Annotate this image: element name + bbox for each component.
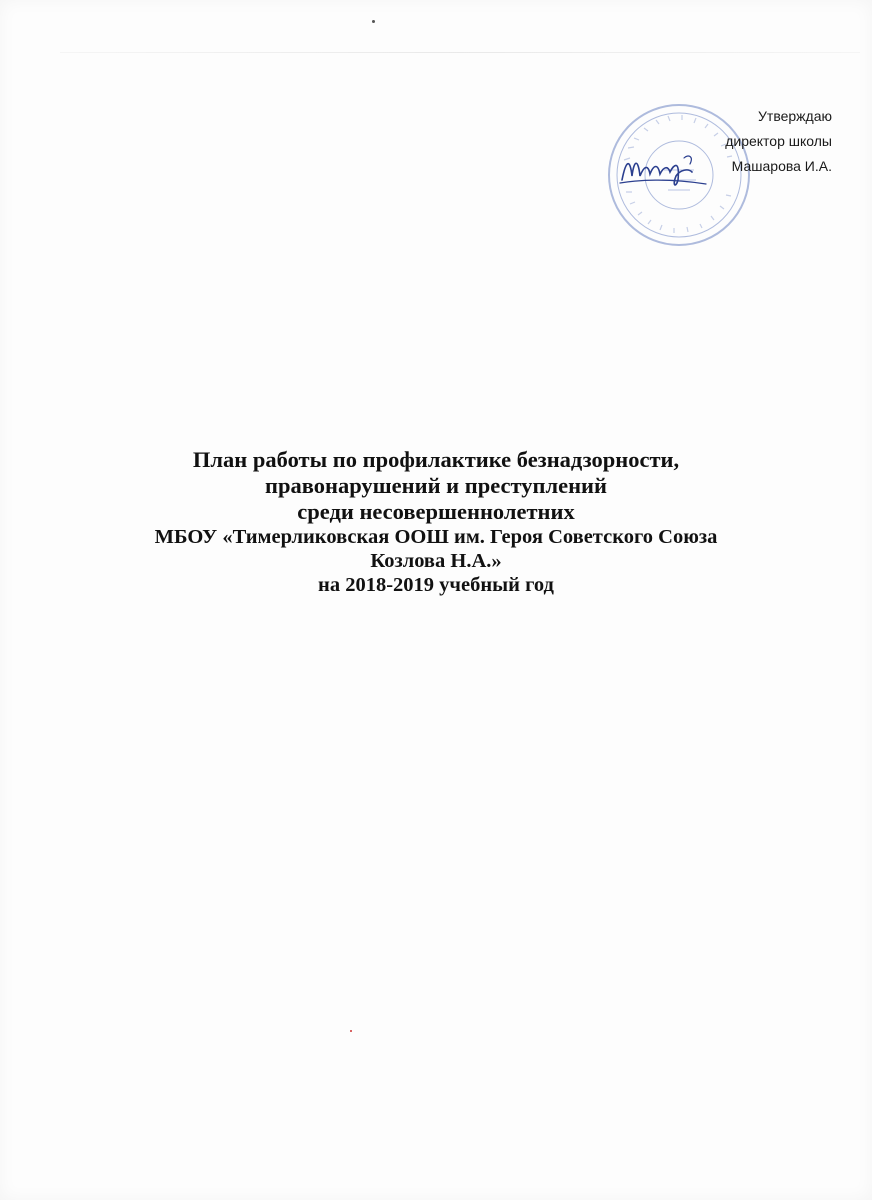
document-title	[0, 447, 872, 597]
title-line-5: Козлова Н.А.»	[370, 550, 502, 572]
title-line-2: правонарушений и преступлений	[265, 473, 607, 498]
title-line-6: на 2018-2019 учебный год	[318, 574, 554, 596]
scan-artifact-line	[60, 52, 860, 53]
approval-label: Утверждаю	[758, 108, 832, 124]
scan-speck	[372, 20, 375, 23]
approval-block	[512, 104, 832, 179]
approver-name: Машарова И.А.	[731, 158, 832, 174]
scan-speck	[350, 1030, 352, 1032]
title-line-3: среди несовершеннолетних	[297, 499, 575, 524]
title-line-1: План работы по профилактике безнадзорности,	[192, 447, 680, 472]
title-line-4: МБОУ «Тимерликовская ООШ им. Героя Советского Союза	[154, 526, 718, 548]
approver-position: директор школы	[725, 133, 832, 149]
